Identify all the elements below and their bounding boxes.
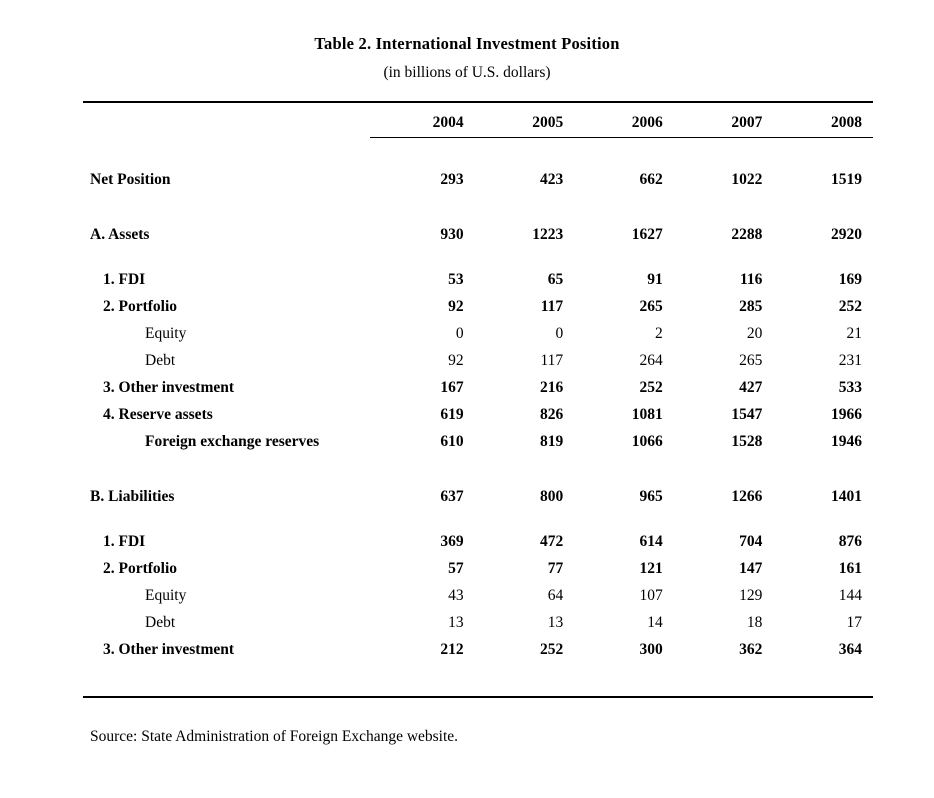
- year-header: 2005: [532, 114, 564, 131]
- row-label: 2. Portfolio: [103, 298, 178, 315]
- top-rule: [83, 101, 873, 103]
- cell-value: 144: [838, 587, 862, 604]
- table-row: [83, 582, 873, 609]
- table-row: [83, 221, 873, 248]
- cell-value: 147: [739, 560, 763, 577]
- cell-value: 91: [647, 271, 663, 288]
- cell-value: 1528: [731, 433, 763, 450]
- cell-value: 362: [739, 641, 763, 658]
- cell-value: 285: [739, 298, 763, 315]
- cell-value: 17: [846, 614, 862, 631]
- table-row: [83, 609, 873, 636]
- cell-value: 264: [639, 352, 663, 369]
- row-label: Equity: [145, 325, 187, 342]
- table-row: [83, 347, 873, 374]
- cell-value: 53: [448, 271, 464, 288]
- cell-value: 0: [455, 325, 464, 342]
- cell-value: 21: [846, 325, 862, 342]
- table-subtitle: (in billions of U.S. dollars): [383, 64, 551, 81]
- cell-value: 64: [547, 587, 564, 604]
- row-label: 3. Other investment: [103, 379, 235, 396]
- row-label: 4. Reserve assets: [103, 406, 213, 423]
- year-header: 2006: [631, 114, 663, 131]
- table: [83, 101, 873, 698]
- cell-value: 57: [448, 560, 464, 577]
- cell-value: 637: [440, 488, 464, 505]
- table-row: [83, 428, 873, 455]
- cell-value: 1066: [631, 433, 663, 450]
- row-label: Net Position: [90, 171, 171, 188]
- cell-value: 369: [440, 533, 464, 550]
- header-underline: [370, 137, 873, 138]
- row-label: 3. Other investment: [103, 641, 235, 658]
- cell-value: 92: [448, 352, 464, 369]
- row-label: B. Liabilities: [90, 488, 175, 505]
- table-row: [83, 166, 873, 193]
- table-row: [83, 293, 873, 320]
- bottom-rule: [83, 696, 873, 698]
- cell-value: 92: [448, 298, 464, 315]
- cell-value: 1519: [830, 171, 862, 188]
- table-row: [83, 528, 873, 555]
- cell-value: 14: [647, 614, 663, 631]
- cell-value: 20: [746, 325, 763, 342]
- cell-value: 800: [539, 488, 564, 505]
- year-header: 2007: [731, 114, 763, 131]
- year-header: 2008: [830, 114, 862, 131]
- table-row: [83, 374, 873, 401]
- cell-value: 77: [547, 560, 564, 577]
- cell-value: 1547: [731, 406, 763, 423]
- cell-value: 2920: [830, 226, 862, 243]
- cell-value: 107: [639, 587, 663, 604]
- row-label: 2. Portfolio: [103, 560, 178, 577]
- cell-value: 1022: [731, 171, 763, 188]
- cell-value: 965: [639, 488, 663, 505]
- cell-value: 364: [838, 641, 862, 658]
- cell-value: 252: [539, 641, 564, 658]
- cell-value: 117: [540, 298, 564, 315]
- cell-value: 876: [838, 533, 862, 550]
- row-label: 1. FDI: [103, 271, 146, 288]
- cell-value: 117: [540, 352, 564, 369]
- row-label: 1. FDI: [103, 533, 146, 550]
- cell-value: 13: [448, 614, 464, 631]
- cell-value: 293: [440, 171, 464, 188]
- cell-value: 129: [739, 587, 763, 604]
- cell-value: 1946: [830, 433, 862, 450]
- cell-value: 121: [639, 560, 663, 577]
- cell-value: 212: [440, 641, 464, 658]
- cell-value: 0: [555, 325, 564, 342]
- cell-value: 1401: [830, 488, 862, 505]
- cell-value: 619: [440, 406, 464, 423]
- cell-value: 169: [838, 271, 862, 288]
- row-label: Foreign exchange reserves: [145, 433, 320, 450]
- cell-value: 265: [639, 298, 663, 315]
- cell-value: 533: [838, 379, 862, 396]
- cell-value: 930: [440, 226, 464, 243]
- year-header-row: [83, 109, 873, 137]
- cell-value: 662: [639, 171, 663, 188]
- cell-value: 704: [739, 533, 763, 550]
- cell-value: 1966: [830, 406, 862, 423]
- table-row: [83, 266, 873, 293]
- cell-value: 13: [547, 614, 564, 631]
- cell-value: 1266: [731, 488, 763, 505]
- row-label: Debt: [145, 614, 176, 631]
- year-header: 2004: [432, 114, 464, 131]
- cell-value: 2: [655, 325, 663, 342]
- cell-value: 1627: [631, 226, 663, 243]
- table-row: [83, 636, 873, 663]
- cell-value: 300: [639, 641, 663, 658]
- cell-value: 423: [539, 171, 564, 188]
- year-headers: [375, 109, 873, 137]
- table-row: [83, 401, 873, 428]
- cell-value: 1081: [631, 406, 663, 423]
- table-row: [83, 555, 873, 582]
- row-label: A. Assets: [90, 226, 150, 243]
- cell-value: 116: [739, 271, 763, 288]
- cell-value: 472: [539, 533, 564, 550]
- table-row: [83, 320, 873, 347]
- cell-value: 826: [539, 406, 564, 423]
- table-row: [83, 483, 873, 510]
- cell-value: 252: [838, 298, 862, 315]
- cell-value: 427: [739, 379, 763, 396]
- cell-value: 1223: [532, 226, 564, 243]
- cell-value: 216: [539, 379, 564, 396]
- cell-value: 252: [639, 379, 663, 396]
- row-label: Debt: [145, 352, 176, 369]
- cell-value: 18: [746, 614, 763, 631]
- cell-value: 2288: [731, 226, 763, 243]
- table-title: Table 2. International Investment Position: [314, 34, 620, 53]
- source-note: Source: State Administration of Foreign Exchange website.: [90, 728, 459, 745]
- cell-value: 610: [440, 433, 464, 450]
- cell-value: 43: [448, 587, 464, 604]
- cell-value: 161: [838, 560, 862, 577]
- cell-value: 167: [440, 379, 464, 396]
- cell-value: 231: [838, 352, 862, 369]
- cell-value: 265: [739, 352, 763, 369]
- cell-value: 65: [547, 271, 564, 288]
- cell-value: 614: [639, 533, 663, 550]
- table-body: [83, 166, 873, 663]
- cell-value: 819: [539, 433, 564, 450]
- row-label: Equity: [145, 587, 187, 604]
